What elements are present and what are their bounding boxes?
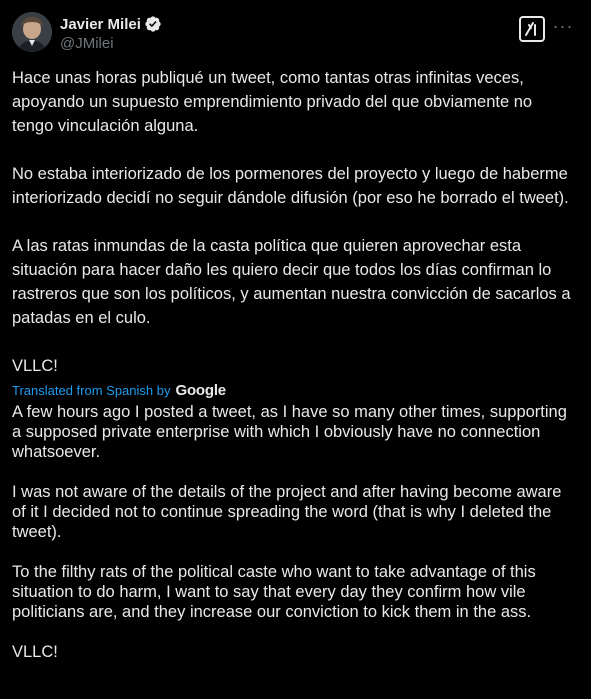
avatar[interactable] (12, 12, 52, 52)
author-info (60, 14, 162, 52)
tweet-paragraph: A las ratas inmundas de la casta política que quieren aprovechar esta situación para hacer daño les quiero decir que todos los días confirman lo rastreros que son los políticos, y aumentan nuestra convicción de sacarlos a patadas en el culo. (12, 237, 576, 327)
translation-attribution[interactable] (12, 378, 577, 402)
translated-paragraph: I was not aware of the details of the project and after having become aware of it I decided not to continue spreading the word (that is why I deleted the tweet). (12, 483, 567, 541)
tweet-paragraph: Hace unas horas publiqué un tweet, como tantas otras infinitas veces, apoyando un supuesto emprendimiento privado del que obviamente no tengo vinculación alguna. (12, 69, 537, 135)
translated-paragraph: VLLC! (12, 643, 58, 661)
translation-label[interactable]: Translated from Spanish by (12, 382, 171, 398)
more-options-icon[interactable]: ··· (552, 16, 574, 36)
translated-paragraph: A few hours ago I posted a tweet, as I have so many other times, supporting a supposed private enterprise with which I obviously have no connection whatsoever. (12, 403, 572, 461)
verified-badge-icon[interactable] (144, 15, 162, 33)
tweet-body (12, 66, 577, 662)
display-name[interactable]: Javier Milei (60, 15, 141, 33)
handle[interactable]: @JMilei (60, 35, 114, 52)
tweet-paragraph: VLLC! (12, 357, 58, 375)
grok-icon (521, 18, 543, 40)
avatar-image (12, 12, 52, 52)
tweet-paragraph: No estaba interiorizado de los pormenores del proyecto y luego de haberme interiorizado decidí no seguir dándole difusión (por eso he borrado el tweet). (12, 165, 573, 207)
grok-button[interactable] (519, 16, 545, 42)
google-logo: Google (175, 381, 226, 399)
tweet-header (12, 12, 579, 56)
translated-paragraph: To the filthy rats of the political caste who want to take advantage of this situation to do harm, I want to say that every day they confirm how vile politicians are, and they increase our conviction to kick them in the ass. (12, 563, 541, 621)
